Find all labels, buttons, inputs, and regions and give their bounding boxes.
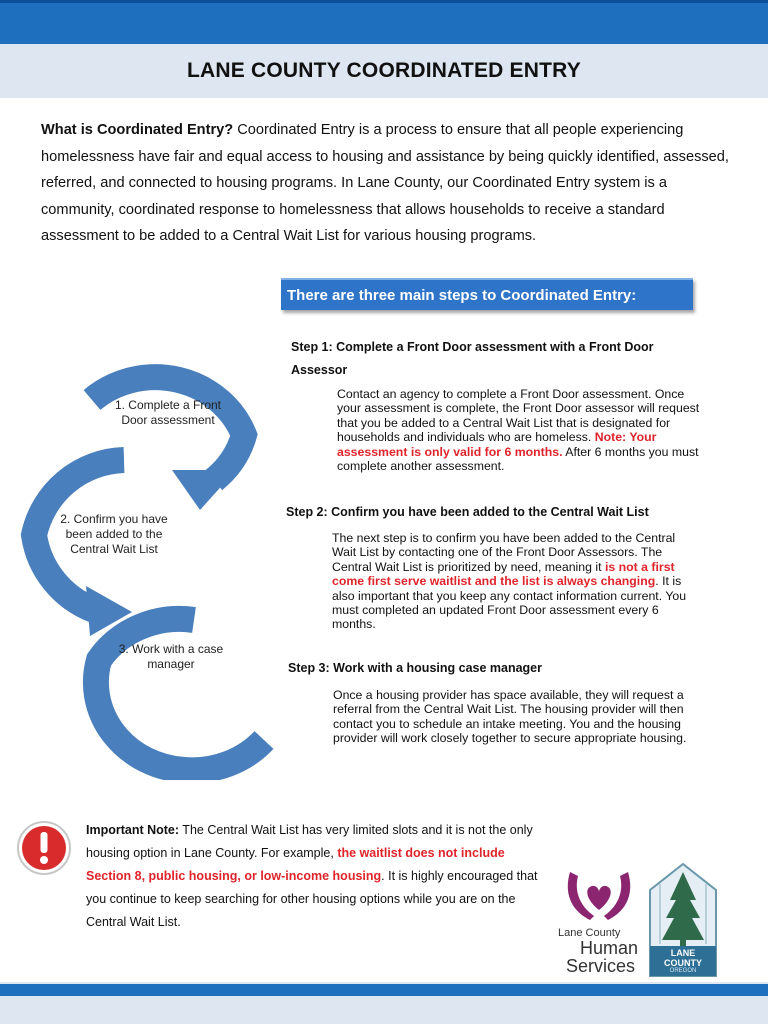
intro-paragraph [41, 117, 731, 250]
lane-county-logo [646, 860, 720, 978]
hs-logo-line1: Lane County [558, 927, 621, 939]
step-2-body: The next step is to confirm you have been added to the Central Wait List by contacting one of the Front Door Assessors. The Central Wait List is prioritized by need, meaning it is not a first come first serve waitlist and the list is always changing. It is also important that you keep any contact information current. You must completed an updated Front Door assessment every 6 months. [332, 531, 687, 632]
page-title: LANE COUNTY COORDINATED ENTRY [187, 59, 581, 82]
intro-lead: What is Coordinated Entry? [41, 122, 234, 138]
steps-banner: There are three main steps to Coordinated Entry: [281, 278, 693, 310]
hs-logo-line2: Human [580, 938, 639, 958]
step-1-body: Contact an agency to complete a Front Door assessment. Once your assessment is complete, the Front Door assessor will request that you be added to a Central Wait List that is designated for households and individuals who are homeless. Note: Your assessment is only valid for 6 months. After 6 months you must complete another assessment. [337, 387, 700, 474]
diagram-label-2: 2. Confirm you have been added to the Central Wait List [60, 512, 168, 556]
lc-logo-line2: COUNTY [664, 958, 702, 968]
bottom-bar [0, 982, 768, 1024]
lc-logo-line1: LANE [670, 948, 696, 958]
hs-logo-line3: Services [566, 956, 636, 976]
top-bar [0, 0, 768, 44]
intro-text: Coordinated Entry is a process to ensure that all people experiencing homelessness have fair and equal access to housing and assistance by being quickly identified, assessed, referred, and connected to housing programs. In Lane County, our Coordinated Entry system is a community, coordinated response to homelessness that allows households to receive a standard assessment to be added to a Central Wait List for various housing programs. [41, 122, 729, 244]
diagram-label-1: 1. Complete a Front Door assessment [114, 398, 222, 427]
lc-logo-line3: OREGON [669, 968, 697, 974]
step-1-heading: Step 1: Complete a Front Door assessment with a Front Door Assessor [291, 340, 654, 377]
step-2-heading: Step 2: Confirm you have been added to the Central Wait List [286, 505, 649, 519]
title-band [0, 44, 768, 98]
diagram-label-3: 3. Work with a case manager [118, 642, 224, 671]
alert-icon [16, 820, 72, 876]
step-3-body: Once a housing provider has space available, they will request a referral from the Central Wait List. The housing provider will then contact you to schedule an intake meeting. You and the housing provider will work closely together to secure appropriate housing. [333, 688, 687, 746]
human-services-logo [556, 862, 642, 980]
cycle-arrowhead-1 [172, 470, 236, 510]
step-3-heading: Step 3: Work with a housing case manager [288, 661, 542, 675]
important-note: Important Note: The Central Wait List has very limited slots and it is not the only housing option in Lane County. For example, the waitlist does not include Section 8, public housing, or low-income housing. It is highly encouraged that you continue to keep searching for other housing options while you are on the Central Wait List. [86, 823, 538, 929]
